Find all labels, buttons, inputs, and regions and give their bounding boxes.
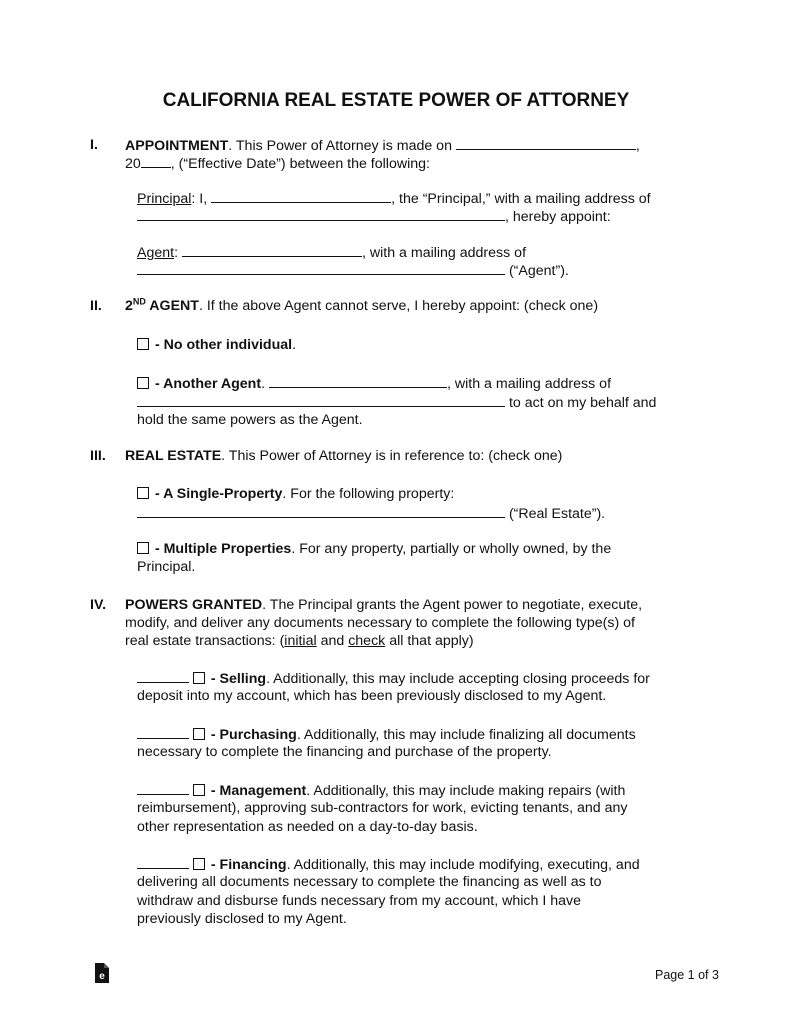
principal-address-field[interactable] bbox=[137, 207, 505, 221]
management-line-2: reimbursement), approving sub-contractors for work, evicting tenants, and any bbox=[137, 800, 628, 816]
single-property-line-2: (“Real Estate”). bbox=[137, 504, 712, 523]
single-property-option: - A Single-Property. For the following property: bbox=[137, 485, 712, 503]
financing-line-3: withdraw and disburse funds necessary from my account, which I have bbox=[137, 893, 581, 909]
single-property-checkbox[interactable] bbox=[137, 487, 149, 499]
purchasing-option: - Purchasing. Additionally, this may include finalizing all documents bbox=[137, 725, 712, 744]
principal-label: Principal bbox=[137, 191, 192, 207]
management-checkbox[interactable] bbox=[193, 784, 205, 796]
property-description-field[interactable] bbox=[137, 504, 505, 518]
powers-line-1: POWERS GRANTED. The Principal grants the Agent power to negotiate, execute, bbox=[125, 597, 643, 613]
another-agent-checkbox[interactable] bbox=[137, 377, 149, 389]
appointment-line-2: 20 , (“Effective Date”) between the following: bbox=[125, 156, 430, 172]
year-field[interactable] bbox=[141, 154, 171, 168]
selling-option: - Selling. Additionally, this may include accepting closing proceeds for bbox=[137, 669, 712, 688]
another-agent-address-field[interactable] bbox=[137, 393, 505, 407]
no-other-individual-option: - No other individual. bbox=[137, 336, 712, 354]
another-agent-line-3: hold the same powers as the Agent. bbox=[137, 412, 363, 428]
principal-name-field[interactable] bbox=[211, 189, 391, 203]
selling-line-2: deposit into my account, which has been previously disclosed to my Agent. bbox=[137, 688, 607, 704]
eforms-logo-icon bbox=[94, 963, 110, 983]
svg-text:e: e bbox=[99, 971, 105, 982]
another-agent-name-field[interactable] bbox=[269, 374, 447, 388]
second-agent-heading: 2ND AGENT bbox=[125, 296, 199, 314]
appointment-line-1: APPOINTMENT. This Power of Attorney is made on , bbox=[125, 138, 640, 154]
agent-label: Agent bbox=[137, 245, 175, 261]
principal-line-1: Principal: I, , the “Principal,” with a mailing address of bbox=[137, 191, 651, 207]
appointment-heading: APPOINTMENT bbox=[125, 138, 229, 154]
financing-line-2: delivering all documents necessary to complete the financing as well as to bbox=[137, 874, 602, 890]
financing-checkbox[interactable] bbox=[193, 858, 205, 870]
another-agent-line-2: to act on my behalf and bbox=[137, 393, 712, 412]
purchasing-checkbox[interactable] bbox=[193, 728, 205, 740]
management-initial-field[interactable] bbox=[137, 781, 189, 795]
management-option: - Management. Additionally, this may include making repairs (with bbox=[137, 781, 712, 800]
selling-initial-field[interactable] bbox=[137, 669, 189, 683]
financing-line-4: previously disclosed to my Agent. bbox=[137, 911, 347, 927]
no-other-individual-checkbox[interactable] bbox=[137, 338, 149, 350]
second-agent-line: 2ND AGENT. If the above Agent cannot serve, I hereby appoint: (check one) bbox=[125, 296, 599, 314]
financing-initial-field[interactable] bbox=[137, 855, 189, 869]
agent-line-1: Agent: , with a mailing address of bbox=[137, 245, 527, 261]
purchasing-line-2: necessary to complete the financing and purchase of the property. bbox=[137, 744, 552, 760]
multiple-properties-option: - Multiple Properties. For any property, partially or wholly owned, by the bbox=[137, 540, 712, 558]
agent-line-2: (“Agent”). bbox=[137, 261, 712, 280]
agent-address-field[interactable] bbox=[137, 261, 505, 275]
financing-option: - Financing. Additionally, this may include modifying, executing, and bbox=[137, 855, 712, 874]
section-number-2: II. bbox=[90, 298, 102, 314]
management-line-3: other representation as needed on a day-to-day basis. bbox=[137, 819, 478, 835]
real-estate-line: REAL ESTATE. This Power of Attorney is in reference to: (check one) bbox=[125, 448, 563, 464]
section-number-1: I. bbox=[90, 137, 98, 153]
principal-line-2: , hereby appoint: bbox=[137, 207, 712, 226]
real-estate-heading: REAL ESTATE bbox=[125, 448, 222, 464]
agent-name-field[interactable] bbox=[182, 243, 362, 257]
powers-line-3: real estate transactions: (initial and check all that apply) bbox=[125, 633, 474, 649]
multiple-properties-checkbox[interactable] bbox=[137, 542, 149, 554]
another-agent-option: - Another Agent. , with a mailing address of bbox=[137, 374, 712, 393]
effective-date-field[interactable] bbox=[456, 136, 636, 150]
multiple-properties-line-2: Principal. bbox=[137, 559, 196, 575]
selling-checkbox[interactable] bbox=[193, 672, 205, 684]
section-number-3: III. bbox=[90, 448, 106, 464]
purchasing-initial-field[interactable] bbox=[137, 725, 189, 739]
powers-line-2: modify, and deliver any documents necessary to complete the following type(s) of bbox=[125, 615, 635, 631]
document-title: CALIFORNIA REAL ESTATE POWER OF ATTORNEY bbox=[162, 90, 630, 111]
page-number: Page 1 of 3 bbox=[655, 968, 719, 982]
section-number-4: IV. bbox=[90, 597, 107, 613]
powers-granted-heading: POWERS GRANTED bbox=[125, 597, 263, 613]
